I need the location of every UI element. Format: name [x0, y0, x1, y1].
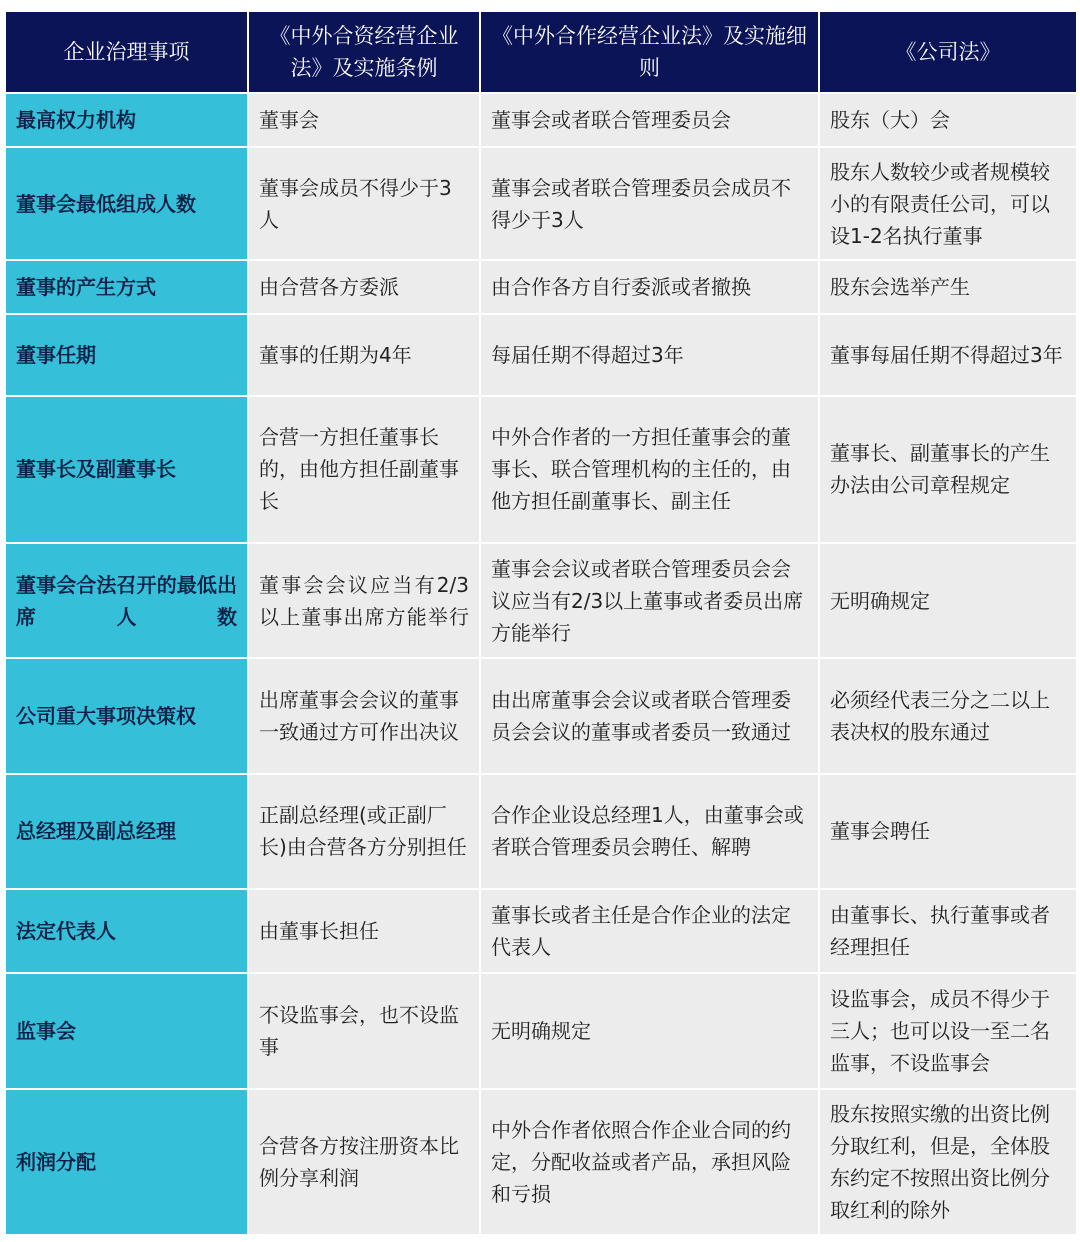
company-cell: 无明确规定	[819, 543, 1077, 658]
table-row	[5, 260, 1077, 313]
table-row	[5, 973, 1077, 1088]
coop-cell: 董事会会议或者联合管理委员会会议应当有2/3以上董事或者委员出席方能举行	[480, 543, 819, 658]
jv-cell: 不设监事会，也不设监事	[248, 973, 480, 1088]
coop-cell: 董事长或者主任是合作企业的法定代表人	[480, 889, 819, 973]
jv-cell: 出席董事会会议的董事一致通过方可作出决议	[248, 658, 480, 773]
row-topic: 董事的产生方式	[5, 260, 248, 313]
company-cell: 股东人数较少或者规模较小的有限责任公司，可以设1-2名执行董事	[819, 147, 1077, 260]
coop-cell: 每届任期不得超过3年	[480, 314, 819, 396]
table-row	[5, 774, 1077, 889]
coop-cell: 由出席董事会会议或者联合管理委员会会议的董事或者委员一致通过	[480, 658, 819, 773]
table-row	[5, 147, 1077, 260]
company-cell: 由董事长、执行董事或者经理担任	[819, 889, 1077, 973]
company-cell: 董事长、副董事长的产生办法由公司章程规定	[819, 396, 1077, 543]
row-topic: 公司重大事项决策权	[5, 658, 248, 773]
header-company-law: 《公司法》	[819, 11, 1077, 93]
jv-cell: 合营一方担任董事长的，由他方担任副董事长	[248, 396, 480, 543]
jv-cell: 由合营各方委派	[248, 260, 480, 313]
jv-cell: 合营各方按注册资本比例分享利润	[248, 1089, 480, 1235]
company-cell: 股东会选举产生	[819, 260, 1077, 313]
table-row	[5, 543, 1077, 658]
row-topic: 监事会	[5, 973, 248, 1088]
row-topic: 最高权力机构	[5, 93, 248, 147]
row-topic: 董事长及副董事长	[5, 396, 248, 543]
header-row	[5, 11, 1077, 93]
coop-cell: 由合作各方自行委派或者撤换	[480, 260, 819, 313]
row-topic: 法定代表人	[5, 889, 248, 973]
coop-cell: 中外合作者依照合作企业合同的约定，分配收益或者产品，承担风险和亏损	[480, 1089, 819, 1235]
coop-cell: 无明确规定	[480, 973, 819, 1088]
company-cell: 必须经代表三分之二以上表决权的股东通过	[819, 658, 1077, 773]
row-topic: 总经理及副总经理	[5, 774, 248, 889]
jv-cell: 董事会	[248, 93, 480, 147]
company-cell: 股东按照实缴的出资比例分取红利，但是，全体股东约定不按照出资比例分取红利的除外	[819, 1089, 1077, 1235]
table-row	[5, 93, 1077, 147]
row-topic: 董事任期	[5, 314, 248, 396]
table-row	[5, 889, 1077, 973]
company-cell: 设监事会，成员不得少于三人；也可以设一至二名监事，不设监事会	[819, 973, 1077, 1088]
table-row	[5, 1089, 1077, 1235]
jv-cell: 董事的任期为4年	[248, 314, 480, 396]
jv-cell: 董事会会议应当有2/3以上董事出席方能举行	[248, 543, 480, 658]
header-coop-law: 《中外合作经营企业法》及实施细则	[480, 11, 819, 93]
row-topic: 董事会合法召开的最低出席人数	[5, 543, 248, 658]
coop-cell: 董事会或者联合管理委员会成员不得少于3人	[480, 147, 819, 260]
table-row	[5, 396, 1077, 543]
jv-cell: 正副总经理(或正副厂长)由合营各方分别担任	[248, 774, 480, 889]
table-row	[5, 658, 1077, 773]
header-jv-law: 《中外合资经营企业法》及实施条例	[248, 11, 480, 93]
table-row	[5, 314, 1077, 396]
coop-cell: 中外合作者的一方担任董事会的董事长、联合管理机构的主任的，由他方担任副董事长、副主任	[480, 396, 819, 543]
coop-cell: 董事会或者联合管理委员会	[480, 93, 819, 147]
company-cell: 股东（大）会	[819, 93, 1077, 147]
company-cell: 董事会聘任	[819, 774, 1077, 889]
comparison-table	[4, 10, 1078, 1236]
jv-cell: 由董事长担任	[248, 889, 480, 973]
coop-cell: 合作企业设总经理1人，由董事会或者联合管理委员会聘任、解聘	[480, 774, 819, 889]
header-topic: 企业治理事项	[5, 11, 248, 93]
jv-cell: 董事会成员不得少于3人	[248, 147, 480, 260]
company-cell: 董事每届任期不得超过3年	[819, 314, 1077, 396]
row-topic: 利润分配	[5, 1089, 248, 1235]
row-topic: 董事会最低组成人数	[5, 147, 248, 260]
